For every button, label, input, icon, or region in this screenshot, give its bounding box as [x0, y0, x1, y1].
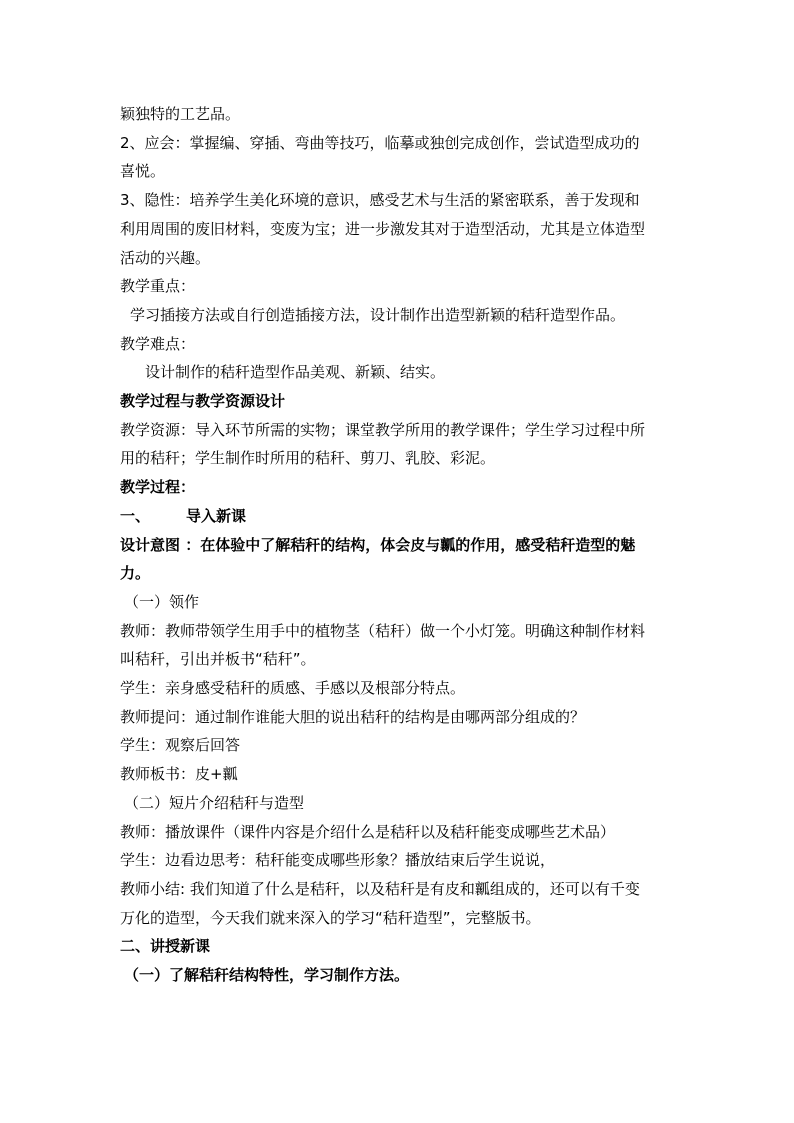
numbered-heading	[120, 502, 680, 531]
text-line: 颖独特的工艺品。	[120, 105, 241, 123]
text-line: 3、隐性：培养学生美化环境的意识，感受艺术与生活的紧密联系，善于发现和	[120, 191, 640, 210]
heading-number: 一、	[120, 506, 151, 525]
text-line: 设计制作的秸秆造型作品美观、新颖、结实。	[145, 363, 446, 382]
design-intent: 力。	[120, 564, 151, 583]
section-heading: 教学过程：	[120, 478, 196, 497]
text-line: 教师板书：皮+瓤	[120, 765, 238, 784]
text-line: 用的秸秆；学生制作时所用的秸秆、剪刀、乳胶、彩泥。	[120, 449, 496, 468]
heading-text: 导入新课	[186, 506, 247, 525]
text-line: 叫秸秆，引出并板书“秸秆”。	[120, 650, 316, 669]
text-line: 学习插接方法或自行创造插接方法，设计制作出造型新颖的秸秆造型作品。	[130, 305, 626, 324]
text-line: 学生：亲身感受秸秆的质感、手感以及根部分特点。	[120, 679, 466, 698]
text-line: 教师：播放课件（课件内容是介绍什么是秸秆以及秸秆能变成哪些艺术品）	[120, 822, 616, 841]
text-line: 学生：观察后回答	[120, 736, 241, 755]
text-line: 教师：教师带领学生用手中的植物茎（秸秆）做一个小灯笼。明确这种制作材料	[120, 621, 646, 640]
text-line: 利用周围的废旧材料，变废为宝；进一步激发其对于造型活动，尤其是立体造型	[120, 219, 646, 238]
document-body	[120, 100, 680, 990]
section-heading: 教学过程与教学资源设计	[120, 392, 286, 411]
section-label: 教学重点：	[120, 277, 196, 296]
subsection-title: （一）了解秸秆结构特性，学习制作方法。	[124, 966, 410, 985]
section-label: 教学难点：	[120, 334, 196, 353]
subsection-title: （二）短片介绍秸秆与造型	[124, 793, 305, 812]
text-line: 2、应会：掌握编、穿插、弯曲等技巧，临摹或独创完成创作，尝试造型成功的	[120, 133, 640, 152]
text-line: 教师小结: 我们知道了什么是秸秆，以及秸秆是有皮和瓤组成的，还可以有千变	[120, 879, 640, 898]
text-line: 学生：边看边思考：秸秆能变成哪些形象？播放结束后学生说说，	[120, 851, 556, 870]
text-line: 教学资源：导入环节所需的实物；课堂教学所用的教学课件；学生学习过程中所	[120, 420, 646, 439]
text-line: 教师提问：通过制作谁能大胆的说出秸秆的结构是由哪两部分组成的？	[120, 707, 586, 726]
subsection-title: （一）领作	[124, 592, 200, 611]
text-line: 喜悦。	[120, 162, 166, 181]
design-intent: 设计意图 ：在体验中了解秸秆的结构，体会皮与瓤的作用，感受秸秆造型的魅	[120, 535, 636, 554]
text-line: 活动的兴趣。	[120, 248, 211, 267]
section-heading: 二、讲授新课	[120, 937, 211, 956]
text-line: 万化的造型，今天我们就来深入的学习“秸秆造型”，完整版书。	[120, 908, 541, 927]
